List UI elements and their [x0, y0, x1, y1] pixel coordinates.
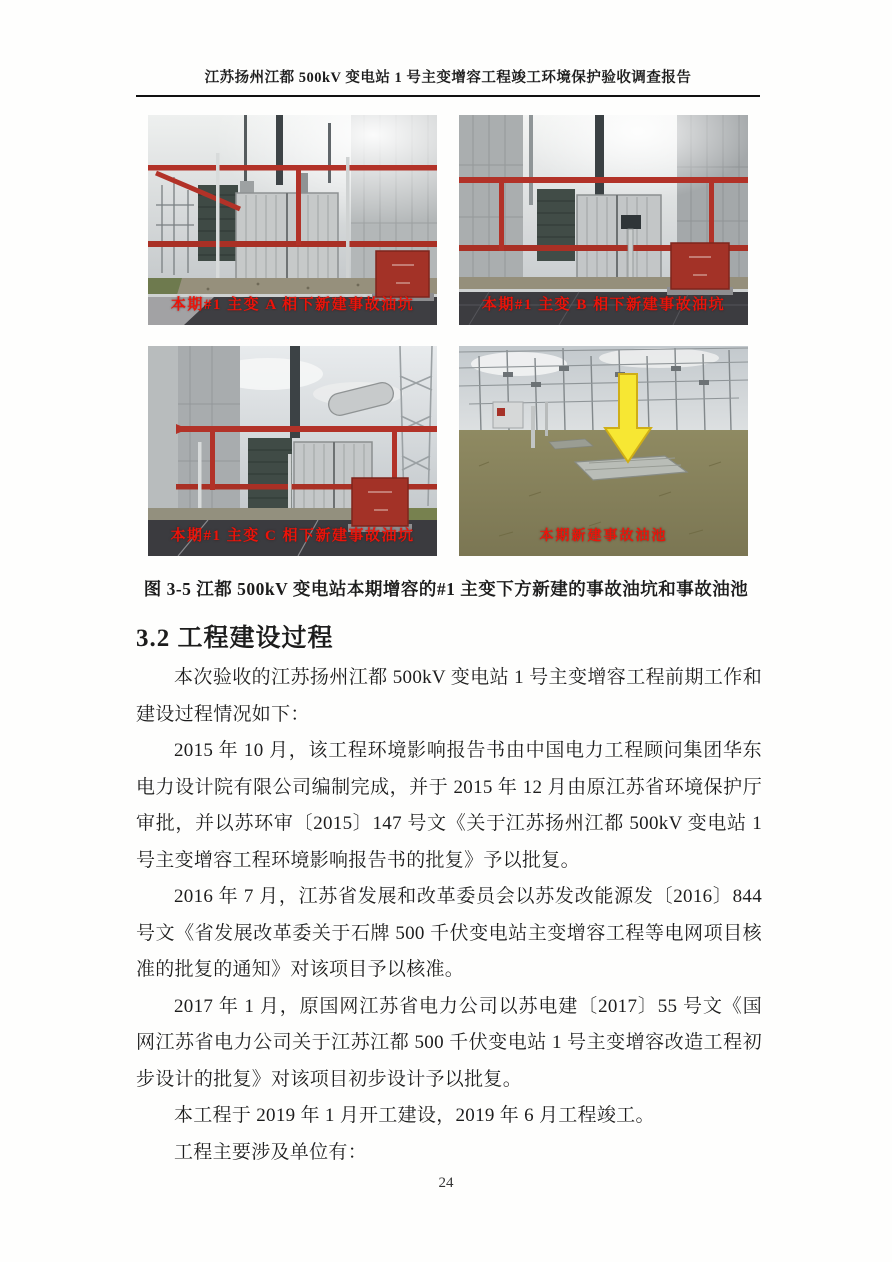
- fire-cabinet: [671, 243, 729, 289]
- fire-cabinet: [376, 251, 429, 297]
- photo-d-caption: 本期新建事故油池: [539, 529, 668, 544]
- photo-transformer-phase-b: [459, 115, 748, 325]
- paragraph-ndrc-approval-2016: 2016 年 7 月，江苏省发展和改革委员会以苏发改能源发〔2016〕844 号文《省发展改革委关于石牌 500 千伏变电站主变增容工程等电网项目核准的批复的通知》对该项目予以核准。: [136, 886, 762, 980]
- fire-cabinet: [352, 478, 408, 526]
- section-heading-3-2: 3.2 工程建设过程: [136, 625, 334, 652]
- figure-photo-grid: [148, 115, 748, 556]
- paragraph-construction-dates: 本工程于 2019 年 1 月开工建设，2019 年 6 月工程竣工。: [174, 1105, 655, 1126]
- photo-oil-pool: [459, 346, 748, 556]
- figure-caption: 图 3-5 江都 500kV 变电站本期增容的#1 主变下方新建的事故油坑和事故油池: [143, 579, 749, 599]
- paragraph-intro: 本次验收的江苏扬州江都 500kV 变电站 1 号主变增容工程前期工作和建设过程情况如下：: [136, 667, 762, 725]
- page-header-title: 江苏扬州江都 500kV 变电站 1 号主变增容工程竣工环境保护验收调查报告: [136, 66, 760, 97]
- paragraph-units-involved: 工程主要涉及单位有：: [174, 1141, 368, 1163]
- section-body: [136, 660, 762, 1171]
- photo-transformer-phase-c: [148, 346, 437, 556]
- photo-b-caption: 本期#1 主变 B 相下新建事故油坑: [481, 297, 726, 313]
- photo-transformer-phase-a: [148, 115, 437, 325]
- paragraph-design-approval-2017: 2017 年 1 月，原国网江苏省电力公司以苏电建〔2017〕55 号文《国网江苏省电力公司关于江苏江都 500 千伏变电站 1 号主变增容改造工程初步设计的批复》对该项目初步设计予以批复。: [136, 995, 762, 1090]
- photo-a-caption: 本期#1 主变 A 相下新建事故油坑: [170, 297, 415, 313]
- photo-c-caption: 本期#1 主变 C 相下新建事故油坑: [170, 528, 415, 544]
- page-number: 24: [438, 1175, 454, 1191]
- paragraph-eia-approval-2015: 2015 年 10 月，该工程环境影响报告书由中国电力工程顾问集团华东电力设计院有限公司编制完成，并于 2015 年 12 月由原江苏省环境保护厅审批，并以苏环审〔2015〕147 号文《关于江苏扬州江都 500kV 变电站 1 号主变增容工程环境影响报告书的批复》予以批复。: [136, 740, 762, 871]
